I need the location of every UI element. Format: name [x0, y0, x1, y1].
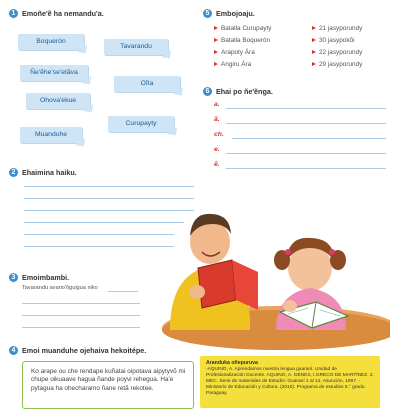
section-number-4: 4 — [9, 346, 18, 355]
triangle-bullet-icon — [214, 38, 218, 42]
section-title-4: Emoi muanduhe ojehaiva hekoitépe. — [22, 346, 147, 355]
word-tag: Curupayty — [108, 116, 174, 132]
match-left-item: Batalla Boquerón — [214, 37, 270, 45]
answer-line[interactable] — [226, 153, 386, 154]
match-right-item: 29 jasyporundy — [312, 61, 362, 69]
section-number-5: 5 — [203, 9, 212, 18]
section-number-1: 1 — [9, 9, 18, 18]
answer-line[interactable] — [24, 186, 194, 187]
letter-label: ã. — [214, 116, 220, 123]
letter-label: a. — [214, 101, 220, 108]
match-right-item: 30 jasypokõi — [312, 37, 355, 45]
triangle-bullet-icon — [312, 38, 316, 42]
word-tag: Ñe'ẽhe'se'etãva — [20, 65, 88, 81]
section-title-2: Ehaimina haiku. — [22, 168, 77, 177]
match-right-item: 22 jasyporundy — [312, 49, 362, 57]
answer-line[interactable] — [108, 291, 138, 292]
word-tag: Oĩta — [114, 76, 180, 92]
letter-label: e. — [214, 146, 220, 153]
triangle-bullet-icon — [312, 62, 316, 66]
letter-label: ẽ. — [214, 161, 220, 168]
triangle-bullet-icon — [214, 62, 218, 66]
answer-line[interactable] — [22, 303, 140, 304]
match-left-item: Batalla Curupayty — [214, 25, 271, 33]
sources-heading: Aranduka oñepuruva — [206, 360, 258, 366]
sources-body: -AQUINO, A. Aprendamos nuestra lengua guaraní. Unidad de Profesionalización Docente. AQUINO, A. GÉNES, I.GRECO DE MARTÍNEZ, 2. MEC. Serie de materiales de Estudio: Guaraní 1 al 12. Asunción, 1997. -Ministerio de Educación y Cultura. (2010). Programa de estudios 6.° grado. Paraguay. — [206, 367, 374, 396]
triangle-bullet-icon — [214, 26, 218, 30]
answer-line[interactable] — [22, 327, 140, 328]
answer-line[interactable] — [232, 138, 386, 139]
section-title-5: Embojoaju. — [216, 9, 255, 18]
text-box — [22, 361, 194, 409]
match-left-item: Angiru Ára — [214, 61, 251, 69]
match-left-item: Arapoty Ára — [214, 49, 255, 57]
word-tag: Ohova'ekue — [26, 93, 90, 109]
section-title-6: Ehai po ñe'ẽnga. — [216, 87, 273, 96]
match-right-item: 21 jasyporundy — [312, 25, 362, 33]
section-3-prompt: Tavarandu avano'õguigua niko — [22, 285, 98, 291]
children-reading-illustration — [140, 190, 390, 350]
triangle-bullet-icon — [312, 50, 316, 54]
answer-line[interactable] — [22, 315, 140, 316]
section-title-1: Emoñe'ẽ ha nemandu'a. — [22, 9, 104, 18]
triangle-bullet-icon — [214, 50, 218, 54]
letter-label: ch. — [214, 131, 224, 138]
answer-line[interactable] — [226, 123, 386, 124]
answer-line[interactable] — [226, 108, 386, 109]
sources-box — [200, 356, 380, 408]
section-number-2: 2 — [9, 168, 18, 177]
word-tag: Tavarandu — [104, 39, 168, 55]
section-title-3: Emoimbambi. — [22, 273, 70, 282]
answer-line[interactable] — [226, 168, 386, 169]
word-tag: Boquerón — [18, 34, 84, 50]
triangle-bullet-icon — [312, 26, 316, 30]
section-number-3: 3 — [9, 273, 18, 282]
section-number-6: 6 — [203, 87, 212, 96]
text-box-content: Ko arape ou che rendape kuñatai oipotava aipytyvõ mi chupe oikuaave hagua ñande poyvi rehegua. Ha'e pytagua ha ohecharamo ñane retã rekotee. — [31, 368, 186, 392]
word-tag: Muanduhe — [20, 127, 82, 143]
